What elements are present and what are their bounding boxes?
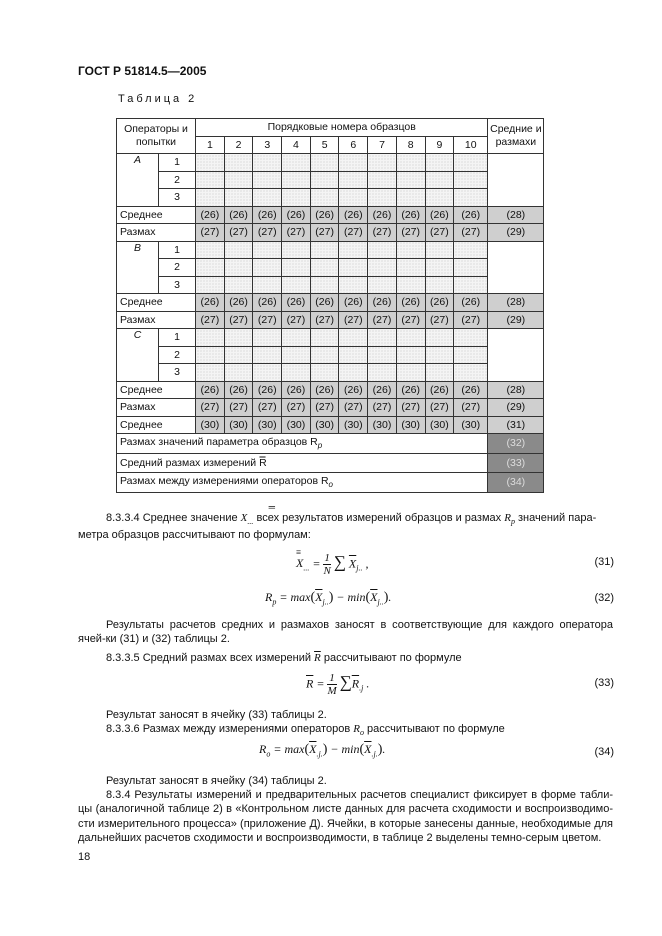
trial-number: 2 xyxy=(159,346,196,364)
mean-row-C-cell: (26) xyxy=(396,381,425,399)
measurement-cell xyxy=(253,346,282,364)
mean-row-A-cell: (26) xyxy=(368,206,397,224)
range-row-C-cell: (27) xyxy=(282,399,311,417)
measurement-cell xyxy=(368,171,397,189)
mean-30-row-cell: (30) xyxy=(396,416,425,434)
para-8-3-3-4: 8.3.3.4 Среднее значение ═ $X_{...}$ всех результатов измерений образцов и размах $R_p$ значений пара- xyxy=(106,502,597,527)
mean-row-C-label: Среднее xyxy=(117,381,196,399)
table-row xyxy=(117,154,544,172)
trial-number: 1 xyxy=(159,329,196,347)
mean-30-row-cell: (30) xyxy=(368,416,397,434)
measurement-cell xyxy=(396,154,425,172)
trial-number: 3 xyxy=(159,189,196,207)
measurement-cell xyxy=(224,364,253,382)
document-header: ГОСТ Р 51814.5—2005 xyxy=(78,64,207,78)
measurement-cell xyxy=(282,364,311,382)
mean-30-row-cell: (30) xyxy=(339,416,368,434)
range-row-C-cell: (27) xyxy=(196,399,225,417)
sample-number-8: 8 xyxy=(396,136,425,154)
mean-row-C-cell: (26) xyxy=(368,381,397,399)
measurement-cell xyxy=(396,171,425,189)
measurement-cell xyxy=(224,241,253,259)
empty-cell xyxy=(488,241,544,294)
mean-30-row-cell: (30) xyxy=(253,416,282,434)
mean-row-A-cell: (26) xyxy=(454,206,488,224)
measurement-cell xyxy=(196,241,225,259)
table-row xyxy=(117,206,544,224)
range-row-C-cell: (27) xyxy=(339,399,368,417)
table-row xyxy=(117,311,544,329)
measurement-cell xyxy=(368,346,397,364)
range-operators-ro-sub: o xyxy=(328,480,333,490)
range-samples-rp-sub: p xyxy=(317,441,323,451)
mean-range-rbar-label xyxy=(117,453,488,473)
formula-31: X ≡ $_{...}$ = $\frac{1}{N}$ ∑ $\overline{X}_{j..}$ , xyxy=(296,547,369,577)
table-row xyxy=(117,171,544,189)
range-operators-ro-text: Размах между измерениями операторов R xyxy=(120,475,329,488)
range-row-B-cell: (27) xyxy=(454,311,488,329)
range-row-B-cell: (27) xyxy=(224,311,253,329)
para-result-34: Результат заносят в ячейку (34) таблицы 2. xyxy=(106,775,327,787)
mean-row-A-total: (28) xyxy=(488,206,544,224)
measurement-cell xyxy=(282,259,311,277)
measurement-cell xyxy=(339,154,368,172)
measurement-cell xyxy=(339,346,368,364)
para-8-3-3-6: 8.3.3.6 Размах между измерениями операторов $R_o$ рассчитывают по формуле xyxy=(106,723,505,738)
sample-number-6: 6 xyxy=(339,136,368,154)
operator-B: B xyxy=(117,241,159,294)
range-row-B-total: (29) xyxy=(488,311,544,329)
formula-32-number: (32) xyxy=(594,592,614,604)
range-row-B-cell: (27) xyxy=(368,311,397,329)
range-row-A-cell: (27) xyxy=(396,224,425,242)
mean-row-C-cell: (26) xyxy=(224,381,253,399)
mean-row-A-cell: (26) xyxy=(396,206,425,224)
measurement-cell xyxy=(368,241,397,259)
trial-number: 1 xyxy=(159,154,196,172)
para-8-3-3-4-cont: метра образцов рассчитывают по формулам: xyxy=(78,529,311,541)
sample-number-2: 2 xyxy=(224,136,253,154)
measurement-cell xyxy=(396,364,425,382)
measurement-cell xyxy=(425,241,454,259)
mean-row-A-cell: (26) xyxy=(282,206,311,224)
measurement-cell xyxy=(396,241,425,259)
mean-row-A-cell: (26) xyxy=(310,206,339,224)
mean-row-B-cell: (26) xyxy=(310,294,339,312)
mean-row-A-cell: (26) xyxy=(253,206,282,224)
range-row-B-cell: (27) xyxy=(396,311,425,329)
mean-row-B-cell: (26) xyxy=(396,294,425,312)
measurement-cell xyxy=(224,154,253,172)
mean-row-B-cell: (26) xyxy=(282,294,311,312)
measurement-cell xyxy=(339,276,368,294)
measurement-cell xyxy=(339,329,368,347)
range-row-A-cell: (27) xyxy=(310,224,339,242)
mean-row-B-cell: (26) xyxy=(196,294,225,312)
sample-number-9: 9 xyxy=(425,136,454,154)
table-row xyxy=(117,119,544,137)
mean-row-C-cell: (26) xyxy=(425,381,454,399)
mean-row-B-cell: (26) xyxy=(224,294,253,312)
measurement-cell xyxy=(339,259,368,277)
mean-row-B-cell: (26) xyxy=(253,294,282,312)
measurement-cell xyxy=(425,154,454,172)
mean-30-row-total: (31) xyxy=(488,416,544,434)
trial-number: 1 xyxy=(159,241,196,259)
range-row-C-cell: (27) xyxy=(224,399,253,417)
table-row xyxy=(117,276,544,294)
measurement-cell xyxy=(253,364,282,382)
mean-row-C-cell: (26) xyxy=(253,381,282,399)
measurement-cell xyxy=(396,189,425,207)
measurement-cell xyxy=(454,241,488,259)
measurement-cell xyxy=(310,259,339,277)
table-row xyxy=(117,189,544,207)
sample-number-4: 4 xyxy=(282,136,311,154)
measurement-cell xyxy=(196,189,225,207)
measurement-cell xyxy=(310,364,339,382)
mean-row-B-cell: (26) xyxy=(454,294,488,312)
sample-number-5: 5 xyxy=(310,136,339,154)
measurement-cell xyxy=(339,241,368,259)
measurement-cell xyxy=(425,276,454,294)
para-8-3-4: 8.3.4 Результаты измерений и предварительных расчетов специалист фиксирует в форме табли-цы (аналогичной таблице 2) в «Контрольном листе данных для расчета сходимости и воспроизводимо-сти измерительного процесса» (приложение Д). Ячейки, в которые занесены данные, необходимые для дальнейших расчетов сходимости и воспроизводимости, в таблице 2 выделены темно-серым цветом. xyxy=(78,789,613,844)
mean-30-row-cell: (30) xyxy=(224,416,253,434)
mean-row-C-total: (28) xyxy=(488,381,544,399)
mean-30-row-label: Среднее xyxy=(117,416,196,434)
measurement-cell xyxy=(454,276,488,294)
measurement-cell xyxy=(282,276,311,294)
mean-row-B-label: Среднее xyxy=(117,294,196,312)
range-row-C-label: Размах xyxy=(117,399,196,417)
mean-row-A-cell: (26) xyxy=(425,206,454,224)
measurement-cell xyxy=(425,259,454,277)
measurement-cell xyxy=(224,276,253,294)
table-row xyxy=(117,399,544,417)
range-row-A-cell: (27) xyxy=(339,224,368,242)
formula-32: $R_p = \max(\overline{X}_{j..}) - \min(\overline{X}_{j..})$. xyxy=(265,590,392,607)
table-row xyxy=(117,329,544,347)
range-samples-rp-text: Размах значений параметра образцов R xyxy=(120,436,318,449)
measurement-cell xyxy=(454,346,488,364)
range-operators-ro-label xyxy=(117,473,488,493)
measurement-cell xyxy=(224,329,253,347)
table-row xyxy=(117,224,544,242)
header-sample-numbers: Порядковые номера образцов xyxy=(196,119,488,137)
table-row xyxy=(117,381,544,399)
mean-row-A-label: Среднее xyxy=(117,206,196,224)
measurement-cell xyxy=(310,276,339,294)
measurement-cell xyxy=(339,364,368,382)
measurement-cell xyxy=(224,346,253,364)
mean-row-C-cell: (26) xyxy=(310,381,339,399)
range-row-A-cell: (27) xyxy=(253,224,282,242)
para-result-33: Результат заносят в ячейку (33) таблицы 2. xyxy=(106,709,327,721)
sample-number-1: 1 xyxy=(196,136,225,154)
measurement-cell xyxy=(253,276,282,294)
measurement-cell xyxy=(282,241,311,259)
measurement-cell xyxy=(396,346,425,364)
mean-row-A-cell: (26) xyxy=(224,206,253,224)
measurement-cell xyxy=(310,241,339,259)
mean-30-row-cell: (30) xyxy=(310,416,339,434)
formula-34-number: (34) xyxy=(594,746,614,758)
para-8-3-3-5: 8.3.3.5 Средний размах всех измерений $\overline{R}$ рассчитывают по формуле xyxy=(106,652,462,664)
range-row-A-cell: (27) xyxy=(282,224,311,242)
measurement-cell xyxy=(253,241,282,259)
measurement-cell xyxy=(310,346,339,364)
range-row-B-cell: (27) xyxy=(310,311,339,329)
range-samples-rp-label xyxy=(117,434,488,454)
measurement-cell xyxy=(282,189,311,207)
range-row-B-label: Размах xyxy=(117,311,196,329)
measurement-cell xyxy=(224,189,253,207)
trial-number: 2 xyxy=(159,171,196,189)
formula-34: $R_o = \max(\overline{X}_{.j.}) - \min(\overline{X}_{.j.})$. xyxy=(259,742,386,759)
range-row-A-cell: (27) xyxy=(196,224,225,242)
measurement-cell xyxy=(339,171,368,189)
measurement-cell xyxy=(196,276,225,294)
measurement-cell xyxy=(196,364,225,382)
data-table xyxy=(116,118,544,493)
range-row-C-cell: (27) xyxy=(253,399,282,417)
range-row-B-cell: (27) xyxy=(425,311,454,329)
measurement-cell xyxy=(339,189,368,207)
mean-row-C-cell: (26) xyxy=(282,381,311,399)
page-number: 18 xyxy=(78,851,91,863)
measurement-cell xyxy=(253,189,282,207)
measurement-cell xyxy=(454,189,488,207)
measurement-cell xyxy=(282,154,311,172)
formula-33: $\overline{R}$ = $\frac{1}{M}$ $\sum\overline{R}_{.j}$ . xyxy=(306,672,370,697)
measurement-cell xyxy=(253,171,282,189)
measurement-cell xyxy=(224,259,253,277)
mean-row-C-cell: (26) xyxy=(339,381,368,399)
range-row-B-cell: (27) xyxy=(196,311,225,329)
measurement-cell xyxy=(310,189,339,207)
mean-row-A-cell: (26) xyxy=(339,206,368,224)
formula-31-number: (31) xyxy=(594,556,614,568)
operator-C: C xyxy=(117,329,159,382)
measurement-cell xyxy=(253,154,282,172)
measurement-cell xyxy=(425,171,454,189)
trial-number: 3 xyxy=(159,364,196,382)
empty-cell xyxy=(488,329,544,382)
trial-number: 2 xyxy=(159,259,196,277)
mean-row-B-cell: (26) xyxy=(368,294,397,312)
range-row-C-total: (29) xyxy=(488,399,544,417)
measurement-cell xyxy=(196,346,225,364)
measurement-cell xyxy=(454,364,488,382)
table-row xyxy=(117,434,544,454)
mean-30-row-cell: (30) xyxy=(282,416,311,434)
range-row-B-cell: (27) xyxy=(339,311,368,329)
mean-range-rbar-text: Средний размах измерений R̿ xyxy=(120,456,267,469)
mean-row-B-total: (28) xyxy=(488,294,544,312)
measurement-cell xyxy=(396,259,425,277)
header-means-ranges: Средние и размахи xyxy=(488,119,544,154)
mean-row-C-cell: (26) xyxy=(454,381,488,399)
range-row-A-cell: (27) xyxy=(425,224,454,242)
range-row-A-cell: (27) xyxy=(368,224,397,242)
para-results-31-32: Результаты расчетов средних и размахов заносят в соответствующие для каждого оператора ячей-ки (31) и (32) таблицы 2. xyxy=(78,619,613,646)
mean-30-row-cell: (30) xyxy=(196,416,225,434)
table-row xyxy=(117,473,544,493)
range-row-B-cell: (27) xyxy=(253,311,282,329)
table-caption: Таблица 2 xyxy=(118,93,198,105)
measurement-cell xyxy=(368,189,397,207)
header-operators: Операторы и попытки xyxy=(117,119,196,154)
formula-33-number: (33) xyxy=(594,677,614,689)
measurement-cell xyxy=(368,154,397,172)
range-row-A-label: Размах xyxy=(117,224,196,242)
trial-number: 3 xyxy=(159,276,196,294)
table-row xyxy=(117,416,544,434)
range-row-A-total: (29) xyxy=(488,224,544,242)
table-row xyxy=(117,241,544,259)
measurement-cell xyxy=(196,154,225,172)
measurement-cell xyxy=(253,259,282,277)
range-row-A-cell: (27) xyxy=(224,224,253,242)
range-row-C-cell: (27) xyxy=(310,399,339,417)
measurement-cell xyxy=(282,346,311,364)
measurement-cell xyxy=(310,329,339,347)
range-operators-ro-cell: (34) xyxy=(488,473,544,493)
measurement-cell xyxy=(224,171,253,189)
measurement-cell xyxy=(454,259,488,277)
sample-number-7: 7 xyxy=(368,136,397,154)
measurement-cell xyxy=(282,329,311,347)
mean-30-row-cell: (30) xyxy=(454,416,488,434)
measurement-cell xyxy=(196,171,225,189)
measurement-cell xyxy=(454,329,488,347)
measurement-cell xyxy=(196,329,225,347)
measurement-cell xyxy=(368,364,397,382)
measurement-cell xyxy=(196,259,225,277)
range-row-B-cell: (27) xyxy=(282,311,311,329)
range-row-C-cell: (27) xyxy=(396,399,425,417)
mean-row-A-cell: (26) xyxy=(196,206,225,224)
sample-number-3: 3 xyxy=(253,136,282,154)
table-row xyxy=(117,294,544,312)
table-row xyxy=(117,259,544,277)
measurement-cell xyxy=(310,154,339,172)
measurement-cell xyxy=(454,171,488,189)
measurement-cell xyxy=(368,329,397,347)
range-row-C-cell: (27) xyxy=(425,399,454,417)
measurement-cell xyxy=(425,189,454,207)
range-row-C-cell: (27) xyxy=(368,399,397,417)
measurement-cell xyxy=(454,154,488,172)
measurement-cell xyxy=(368,259,397,277)
measurement-cell xyxy=(310,171,339,189)
table-row xyxy=(117,364,544,382)
operator-A: A xyxy=(117,154,159,207)
measurement-cell xyxy=(253,329,282,347)
mean-row-B-cell: (26) xyxy=(339,294,368,312)
measurement-cell xyxy=(282,171,311,189)
range-row-C-cell: (27) xyxy=(454,399,488,417)
measurement-cell xyxy=(425,364,454,382)
measurement-cell xyxy=(368,276,397,294)
mean-30-row-cell: (30) xyxy=(425,416,454,434)
mean-row-C-cell: (26) xyxy=(196,381,225,399)
table-row xyxy=(117,346,544,364)
measurement-cell xyxy=(396,329,425,347)
measurement-cell xyxy=(425,346,454,364)
table-row xyxy=(117,453,544,473)
range-samples-rp-cell: (32) xyxy=(488,434,544,454)
measurement-cell xyxy=(425,329,454,347)
sample-number-10: 10 xyxy=(454,136,488,154)
mean-row-B-cell: (26) xyxy=(425,294,454,312)
range-row-A-cell: (27) xyxy=(454,224,488,242)
measurement-cell xyxy=(396,276,425,294)
empty-cell xyxy=(488,154,544,207)
mean-range-rbar-cell: (33) xyxy=(488,453,544,473)
